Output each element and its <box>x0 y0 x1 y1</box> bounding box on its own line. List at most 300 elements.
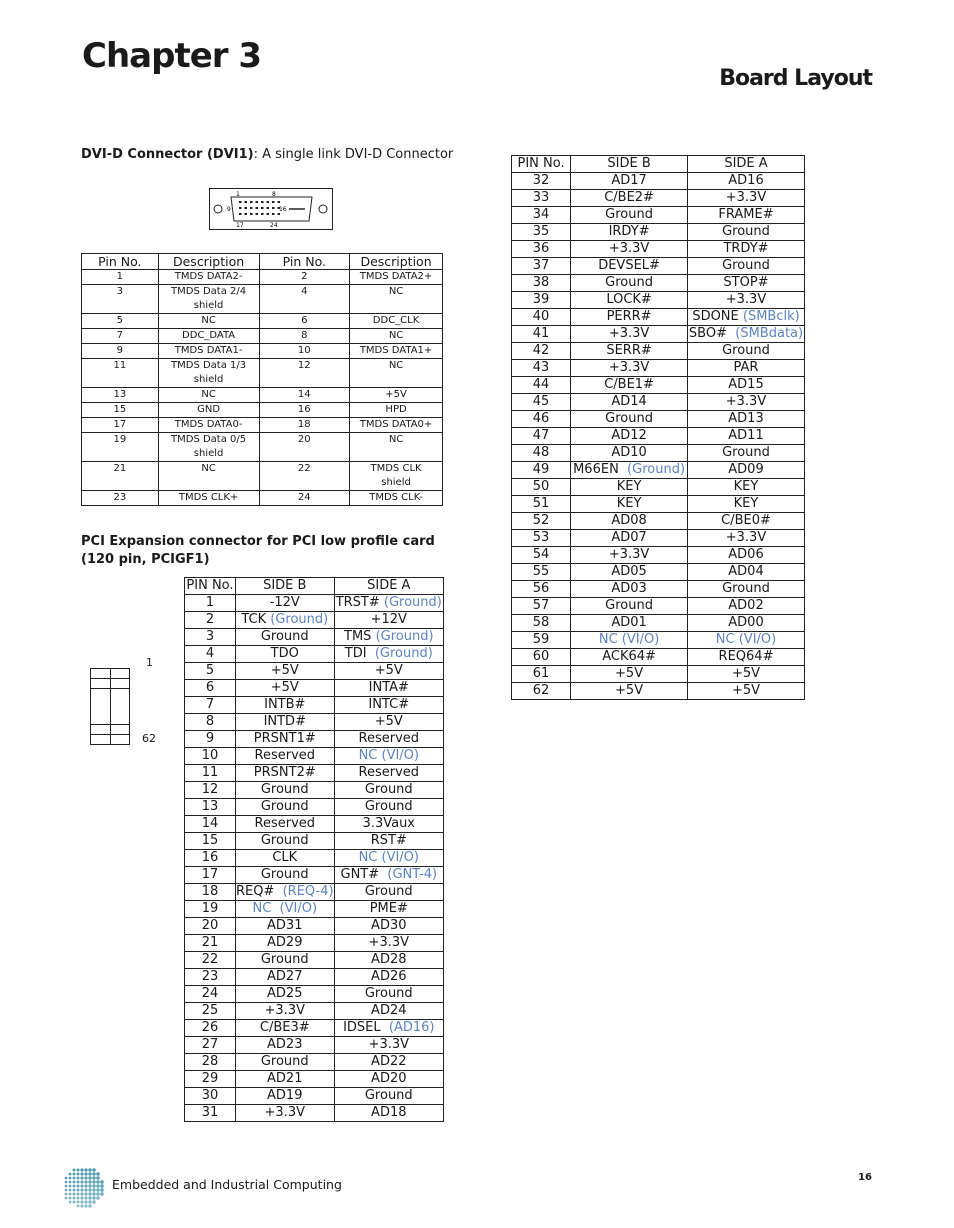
side-a-cell: AD04 <box>688 564 805 581</box>
table-cell: 18 <box>259 418 350 433</box>
dvi-pin-dot <box>239 201 242 203</box>
side-b-cell: DEVSEL# <box>571 258 688 275</box>
pin-number-cell: 5 <box>185 663 236 680</box>
logo-dot <box>84 1204 87 1207</box>
side-b-cell: +5V <box>571 666 688 683</box>
table-row <box>185 850 444 867</box>
table-cell: NC <box>350 433 443 462</box>
logo-dot <box>80 1184 83 1187</box>
logo-dot <box>96 1180 100 1184</box>
dvi-pin-dot <box>261 201 264 203</box>
table-row <box>512 666 805 683</box>
pin-number-cell: 15 <box>185 833 236 850</box>
side-b-cell: PRSNT2# <box>235 765 334 782</box>
pci-column-header: SIDE B <box>571 156 688 173</box>
logo-dot <box>96 1192 100 1196</box>
table-row <box>185 935 444 952</box>
side-a-cell: NC (VI/O) <box>688 632 805 649</box>
table-cell: TMDS DATA1+ <box>350 344 443 359</box>
logo-dot <box>76 1200 79 1203</box>
logo-dot <box>88 1172 91 1175</box>
dvi-column-header: Description <box>350 254 443 270</box>
logo-dot <box>92 1196 95 1199</box>
table-row <box>512 411 805 428</box>
table-cell: TMDS DATA2- <box>158 270 259 285</box>
pin-number-cell: 35 <box>512 224 571 241</box>
side-b-cell: Ground <box>571 411 688 428</box>
logo-dot <box>65 1189 68 1192</box>
logo-dot <box>76 1176 79 1179</box>
pin-number-cell: 4 <box>185 646 236 663</box>
table-row <box>185 1003 444 1020</box>
side-b-cell: +3.3V <box>571 547 688 564</box>
pci-heading: PCI Expansion connector for PCI low profile card (120 pin, PCIGF1) <box>81 534 435 567</box>
pci-diagram-label-1: 1 <box>146 656 153 669</box>
pin-number-cell: 58 <box>512 615 571 632</box>
side-b-cell: +5V <box>571 683 688 700</box>
pin-number-cell: 48 <box>512 445 571 462</box>
logo-dot <box>76 1180 79 1183</box>
logo-dot <box>76 1188 79 1191</box>
logo-dot <box>69 1173 72 1176</box>
logo-dot <box>84 1188 87 1191</box>
pin-number-cell: 39 <box>512 292 571 309</box>
dvi-pin-dot <box>267 213 270 215</box>
table-row <box>185 1037 444 1054</box>
side-a-cell: Reserved <box>334 731 443 748</box>
side-a-cell: SBO# (SMBdata) <box>688 326 804 341</box>
logo-dot <box>92 1192 95 1195</box>
side-a-cell: INTC# <box>334 697 443 714</box>
side-a-cell: REQ64# <box>688 649 805 666</box>
side-b-cell: NC (VI/O) <box>235 901 334 918</box>
table-cell: NC <box>350 329 443 344</box>
logo-dot <box>84 1184 87 1187</box>
side-a-cell: AD24 <box>334 1003 443 1020</box>
logo-dot <box>76 1184 79 1187</box>
dvi-pin-dot <box>278 213 281 215</box>
side-a-cell: Ground <box>688 343 805 360</box>
table-row <box>512 326 805 343</box>
side-b-cell: +5V <box>235 663 334 680</box>
side-a-cell: C/BE0# <box>688 513 805 530</box>
table-row <box>185 901 444 918</box>
side-b-cell: AD17 <box>571 173 688 190</box>
dvi-pin-dot <box>250 207 253 209</box>
logo-dot <box>84 1196 87 1199</box>
dvi-screw-right <box>319 205 327 213</box>
pin-number-cell: 26 <box>185 1020 236 1037</box>
side-b-cell: +3.3V <box>235 1003 334 1020</box>
side-a-cell: AD20 <box>334 1071 443 1088</box>
pin-number-cell: 60 <box>512 649 571 666</box>
logo-dot <box>88 1192 91 1195</box>
logo-dot <box>69 1197 72 1200</box>
table-row <box>185 680 444 697</box>
table-row <box>512 547 805 564</box>
table-cell: TMDS DATA0+ <box>350 418 443 433</box>
side-b-cell: AD27 <box>235 969 334 986</box>
side-a-cell: Ground <box>688 224 805 241</box>
table-row <box>82 433 443 462</box>
side-a-cell: SDONE (SMBclk) <box>688 309 805 326</box>
pci-column-header: SIDE A <box>688 156 805 173</box>
side-b-cell: TCK (Ground) <box>235 612 334 629</box>
pin-number-cell: 42 <box>512 343 571 360</box>
side-a-cell: +3.3V <box>688 292 805 309</box>
logo-dot <box>76 1192 79 1195</box>
logo-dot <box>69 1181 72 1184</box>
table-cell: DDC_CLK <box>350 314 443 329</box>
side-b-cell: M66EN (Ground) <box>571 462 688 479</box>
side-a-cell: AD18 <box>334 1105 443 1122</box>
table-row <box>512 173 805 190</box>
pin-number-cell: 28 <box>185 1054 236 1071</box>
table-cell: 6 <box>259 314 350 329</box>
table-row <box>512 343 805 360</box>
table-cell: NC <box>350 359 443 388</box>
table-row <box>185 697 444 714</box>
table-row <box>82 359 443 388</box>
pin-number-cell: 47 <box>512 428 571 445</box>
dvi-pin-dot <box>272 207 275 209</box>
dvi-pin-grid <box>239 201 280 215</box>
side-b-cell: KEY <box>571 479 688 496</box>
side-b-cell: AD12 <box>571 428 688 445</box>
side-b-cell: AD01 <box>571 615 688 632</box>
company-logo-globe <box>60 1164 106 1210</box>
side-a-cell: KEY <box>688 496 805 513</box>
pin-number-cell: 6 <box>185 680 236 697</box>
side-b-cell: AD14 <box>571 394 688 411</box>
dvi-connector-diagram <box>209 188 333 230</box>
table-row <box>82 388 443 403</box>
logo-dot <box>73 1193 76 1196</box>
table-cell: TMDS CLK shield <box>350 462 443 491</box>
dvi-pin-dot <box>250 201 253 203</box>
side-a-cell: NC (VI/O) <box>334 850 443 867</box>
table-row <box>82 285 443 314</box>
logo-dot <box>65 1177 68 1180</box>
pin-number-cell: 17 <box>185 867 236 884</box>
side-b-cell: +3.3V <box>571 241 688 258</box>
side-a-cell: AD06 <box>688 547 805 564</box>
table-row <box>512 581 805 598</box>
table-row <box>185 646 444 663</box>
table-cell: 16 <box>259 403 350 418</box>
side-b-cell: INTD# <box>235 714 334 731</box>
side-b-cell: LOCK# <box>571 292 688 309</box>
table-row <box>185 884 444 901</box>
logo-dot <box>80 1196 83 1199</box>
logo-dot <box>96 1176 100 1180</box>
table-row <box>82 344 443 359</box>
side-b-cell: ACK64# <box>571 649 688 666</box>
side-b-cell: AD08 <box>571 513 688 530</box>
logo-dot <box>92 1176 95 1179</box>
table-row <box>512 394 805 411</box>
logo-dot <box>100 1184 104 1188</box>
table-cell: TMDS Data 0/5 shield <box>158 433 259 462</box>
table-cell: 2 <box>259 270 350 285</box>
pin-number-cell: 12 <box>185 782 236 799</box>
pin-number-cell: 59 <box>512 632 571 649</box>
side-a-cell: AD22 <box>334 1054 443 1071</box>
table-cell: NC <box>350 285 443 314</box>
side-b-cell: KEY <box>571 496 688 513</box>
dvi-pin-dot <box>250 213 253 215</box>
table-row <box>512 615 805 632</box>
pci-column-header: SIDE B <box>235 578 334 595</box>
side-b-cell: AD23 <box>235 1037 334 1054</box>
table-row <box>512 683 805 700</box>
table-row <box>512 598 805 615</box>
table-cell: 15 <box>82 403 159 418</box>
pin-number-cell: 51 <box>512 496 571 513</box>
dvi-pin-table <box>81 253 443 506</box>
pin-number-cell: 61 <box>512 666 571 683</box>
table-cell: 10 <box>259 344 350 359</box>
logo-dot <box>92 1184 95 1187</box>
table-row <box>512 462 805 479</box>
dvi-label-8: 8 <box>272 191 276 198</box>
side-a-cell: AD30 <box>334 918 443 935</box>
logo-dot <box>69 1185 72 1188</box>
logo-dot <box>73 1173 76 1176</box>
table-row <box>185 986 444 1003</box>
side-b-cell: Reserved <box>235 748 334 765</box>
side-a-cell: Ground <box>334 1088 443 1105</box>
pci-column-header: PIN No. <box>512 156 571 173</box>
table-row <box>185 867 444 884</box>
pin-number-cell: 8 <box>185 714 236 731</box>
side-a-cell: KEY <box>688 479 805 496</box>
table-row <box>512 479 805 496</box>
table-cell: 20 <box>259 433 350 462</box>
side-a-cell: Ground <box>688 258 805 275</box>
table-row <box>185 1088 444 1105</box>
logo-dot <box>96 1172 100 1176</box>
side-a-cell: FRAME# <box>688 207 805 224</box>
logo-dot <box>88 1176 91 1179</box>
dvi-pin-dot <box>267 201 270 203</box>
logo-dot <box>76 1204 79 1207</box>
table-row <box>512 377 805 394</box>
pin-number-cell: 19 <box>185 901 236 918</box>
pin-number-cell: 36 <box>512 241 571 258</box>
side-a-cell: PAR <box>688 360 805 377</box>
logo-dot <box>88 1200 91 1203</box>
logo-dot <box>69 1201 72 1204</box>
table-row <box>82 314 443 329</box>
side-a-cell: +5V <box>334 714 443 731</box>
side-b-cell: Ground <box>235 799 334 816</box>
pin-number-cell: 13 <box>185 799 236 816</box>
side-a-cell: +5V <box>334 663 443 680</box>
table-cell: GND <box>158 403 259 418</box>
table-cell: DDC_DATA <box>158 329 259 344</box>
logo-dot <box>88 1204 91 1207</box>
side-b-cell: C/BE1# <box>571 377 688 394</box>
table-row <box>512 224 805 241</box>
pin-number-cell: 52 <box>512 513 571 530</box>
table-cell: 24 <box>259 491 350 506</box>
logo-dot <box>88 1180 91 1183</box>
dvi-column-header: Pin No. <box>82 254 159 270</box>
pci-pin-table-2 <box>511 155 805 700</box>
dvi-pin-dot <box>272 201 275 203</box>
logo-dot <box>100 1192 104 1196</box>
side-a-cell: STOP# <box>688 275 805 292</box>
side-b-cell: PERR# <box>571 309 688 326</box>
table-row <box>185 765 444 782</box>
table-cell: 19 <box>82 433 159 462</box>
dvi-label-17: 17 <box>236 222 244 229</box>
pin-number-cell: 24 <box>185 986 236 1003</box>
pci-pin-table-1 <box>184 577 444 1122</box>
logo-dot <box>80 1200 83 1203</box>
pin-number-cell: 38 <box>512 275 571 292</box>
dvi-label-9: 9 <box>227 206 231 213</box>
side-a-cell: AD09 <box>688 462 805 479</box>
dvi-label-1: 1 <box>236 191 240 198</box>
pin-number-cell: 37 <box>512 258 571 275</box>
logo-dot <box>88 1188 91 1191</box>
side-a-cell: AD00 <box>688 615 805 632</box>
side-b-cell: Ground <box>235 952 334 969</box>
table-cell: 21 <box>82 462 159 491</box>
pin-number-cell: 1 <box>185 595 236 612</box>
table-cell: 5 <box>82 314 159 329</box>
dvi-screw-left <box>214 205 222 213</box>
table-row <box>512 258 805 275</box>
pci-connector-diagram <box>90 668 132 746</box>
side-a-cell: +5V <box>688 683 805 700</box>
pin-number-cell: 31 <box>185 1105 236 1122</box>
side-b-cell: TDO <box>235 646 334 663</box>
table-cell: 4 <box>259 285 350 314</box>
logo-dot <box>84 1200 87 1203</box>
logo-dot <box>100 1180 104 1184</box>
logo-dot <box>65 1181 68 1184</box>
side-a-cell: Ground <box>334 986 443 1003</box>
pci-diagram-label-62: 62 <box>142 732 156 745</box>
table-row <box>512 309 805 326</box>
logo-dot <box>96 1188 100 1192</box>
dvi-label-24: 24 <box>270 222 278 229</box>
logo-dot <box>73 1169 76 1172</box>
side-b-cell: +3.3V <box>235 1105 334 1122</box>
pin-number-cell: 18 <box>185 884 236 901</box>
logo-dot <box>65 1197 68 1200</box>
logo-dot <box>73 1177 76 1180</box>
pin-number-cell: 10 <box>185 748 236 765</box>
side-b-cell: IRDY# <box>571 224 688 241</box>
logo-dot <box>80 1204 83 1207</box>
logo-dot <box>84 1168 87 1171</box>
chapter-title: Chapter 3 <box>82 36 262 76</box>
table-row <box>512 530 805 547</box>
pin-number-cell: 49 <box>512 462 571 479</box>
side-a-cell: +12V <box>334 612 443 629</box>
dvi-pin-dot <box>261 213 264 215</box>
footer-company: Embedded and Industrial Computing <box>112 1177 342 1192</box>
pin-number-cell: 32 <box>512 173 571 190</box>
table-row <box>512 496 805 513</box>
table-row <box>185 833 444 850</box>
pin-number-cell: 23 <box>185 969 236 986</box>
logo-dot <box>100 1188 104 1192</box>
table-row <box>512 292 805 309</box>
logo-dot <box>92 1200 95 1203</box>
side-b-cell: REQ# (REQ-4) <box>235 884 334 899</box>
dvi-pin-dot <box>256 207 259 209</box>
side-b-cell: PRSNT1# <box>235 731 334 748</box>
pin-number-cell: 11 <box>185 765 236 782</box>
dvi-pin-dot <box>261 207 264 209</box>
side-a-cell: TRST# (Ground) <box>335 595 442 610</box>
side-a-cell: RST# <box>334 833 443 850</box>
side-b-cell: Ground <box>571 275 688 292</box>
logo-dot <box>73 1185 76 1188</box>
logo-dot <box>84 1176 87 1179</box>
logo-dot <box>96 1196 100 1200</box>
pin-number-cell: 3 <box>185 629 236 646</box>
side-b-cell: Reserved <box>235 816 334 833</box>
side-a-cell: TRDY# <box>688 241 805 258</box>
table-row <box>185 1020 444 1037</box>
dvi-pin-dot <box>267 207 270 209</box>
table-cell: 12 <box>259 359 350 388</box>
table-row <box>185 663 444 680</box>
side-a-cell: Ground <box>334 799 443 816</box>
table-cell: +5V <box>350 388 443 403</box>
dvi-pin-dot <box>256 201 259 203</box>
table-row <box>185 969 444 986</box>
dvi-pin-dot <box>245 201 248 203</box>
side-b-cell: AD25 <box>235 986 334 1003</box>
logo-dot <box>92 1188 95 1191</box>
side-a-cell: AD02 <box>688 598 805 615</box>
side-b-cell: Ground <box>571 598 688 615</box>
table-row <box>82 403 443 418</box>
table-row <box>512 360 805 377</box>
pin-number-cell: 2 <box>185 612 236 629</box>
logo-dot <box>76 1196 79 1199</box>
table-row <box>185 1105 444 1122</box>
table-row <box>185 1071 444 1088</box>
pin-number-cell: 53 <box>512 530 571 547</box>
side-b-cell: AD29 <box>235 935 334 952</box>
dvi-pin-dot <box>245 207 248 209</box>
pci-column-header: SIDE A <box>334 578 443 595</box>
side-a-cell: PME# <box>334 901 443 918</box>
table-cell: 3 <box>82 285 159 314</box>
logo-dot <box>69 1189 72 1192</box>
table-row <box>185 612 444 629</box>
dvi-pin-dot <box>256 213 259 215</box>
table-row <box>512 275 805 292</box>
side-a-cell: 3.3Vaux <box>334 816 443 833</box>
logo-dot <box>88 1196 91 1199</box>
table-row <box>512 513 805 530</box>
pin-number-cell: 27 <box>185 1037 236 1054</box>
table-cell: 1 <box>82 270 159 285</box>
logo-dot <box>69 1177 72 1180</box>
dvi-column-header: Pin No. <box>259 254 350 270</box>
table-row <box>185 799 444 816</box>
table-cell: NC <box>158 462 259 491</box>
